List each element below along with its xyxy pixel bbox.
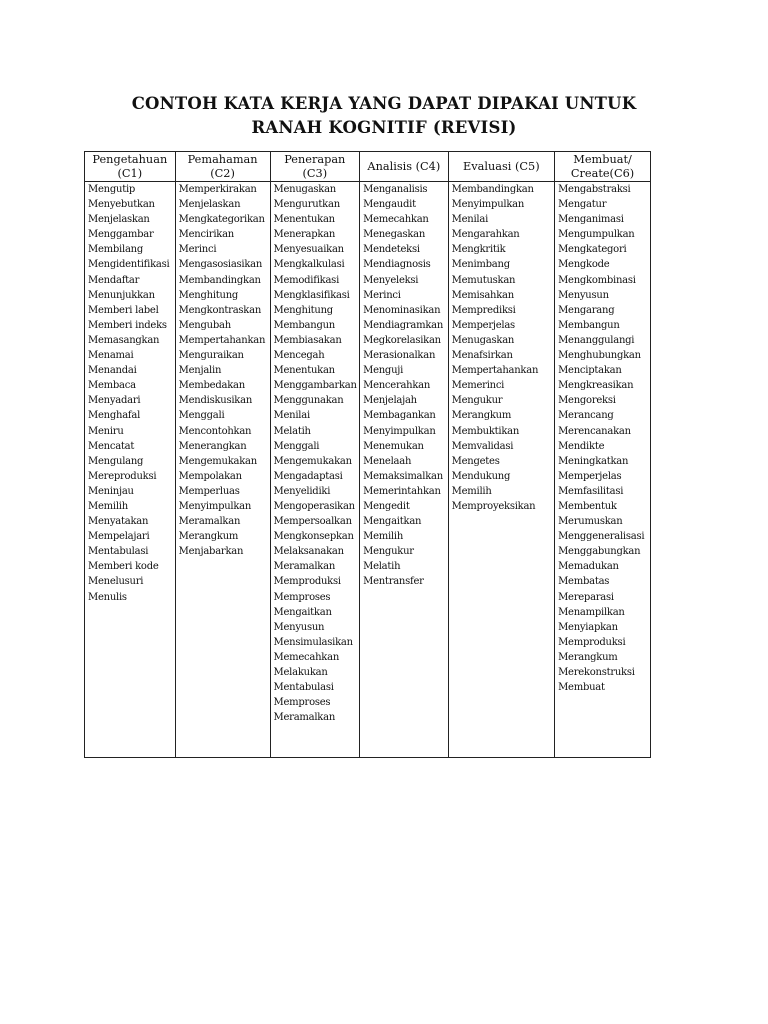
verb-item: Menegaskan (363, 229, 426, 241)
verb-item: Mengadaptasi (273, 470, 343, 482)
verb-item: Mencegah (273, 350, 325, 362)
verb-item: Merinci (178, 244, 217, 256)
verb-item: Menominasikan (363, 304, 441, 316)
verb-item: Menentukan (273, 365, 335, 377)
verb-item: Menugaskan (273, 184, 336, 195)
verb-item: Mengoreksi (558, 395, 616, 407)
verb-item: Menggali (273, 440, 320, 452)
column-header-line: (C3) (302, 166, 328, 180)
column-header-c2 (175, 152, 270, 182)
verb-item: Mengutip (88, 184, 136, 195)
verb-item: Menjelajah (363, 395, 417, 407)
verb-item: Merangkum (451, 410, 512, 422)
verb-item: Membaca (88, 380, 136, 392)
verb-item: Memberi label (88, 304, 159, 316)
verb-item: Menghubungkan (558, 350, 641, 362)
verb-item: Megkorelasikan (363, 334, 441, 346)
column-header-c4 (360, 152, 449, 182)
verb-item: Mengkode (558, 259, 610, 271)
verb-item: Mengkategori (558, 244, 627, 256)
verb-item: Memecahkan (363, 214, 429, 226)
verb-item: Mentabulasi (273, 682, 334, 694)
verb-item: Merencanakan (558, 425, 631, 437)
verb-item: Mengulang (88, 455, 144, 467)
verb-item: Membuat (558, 682, 605, 694)
column-header-line: Create(C6) (570, 166, 635, 180)
verb-item: Menafsirkan (451, 350, 513, 362)
verb-item: Membilang (88, 244, 143, 256)
column-cell-c2 (175, 182, 270, 758)
verb-item: Membagankan (363, 410, 436, 422)
verb-item: Mempertahankan (178, 334, 266, 346)
verb-item: Melatih (273, 425, 311, 437)
verb-item: Mengurutkan (273, 199, 340, 211)
verb-item: Menjelaskan (178, 199, 241, 211)
verb-item: Menggambarkan (273, 380, 357, 392)
verb-item: Menilai (451, 214, 489, 226)
verb-item: Menyimpulkan (178, 500, 252, 512)
verb-item: Mengkontraskan (178, 304, 262, 316)
verb-item: Memadukan (558, 561, 619, 573)
verb-item: Menemukan (363, 440, 424, 452)
verb-item: Menyebutkan (88, 199, 155, 211)
verb-item: Menjalin (178, 365, 222, 377)
verb-item: Merangkum (178, 531, 239, 543)
verb-item: Mengkombinasi (558, 274, 636, 286)
verb-item: Menyadari (88, 395, 141, 407)
verb-item: Mendukung (451, 470, 511, 482)
verb-item: Mendeteksi (363, 244, 420, 256)
verb-item: Memerintahkan (363, 485, 441, 497)
column-header-c3 (270, 152, 360, 182)
verb-item: Menyimpulkan (363, 425, 436, 437)
verb-item: Menggali (178, 410, 225, 422)
verb-item: Meniru (88, 425, 124, 437)
verb-item: Menentukan (273, 214, 335, 226)
verb-item: Menguraikan (178, 350, 244, 362)
verb-item: Mengabstraksi (558, 184, 631, 195)
verb-item: Mereproduksi (88, 470, 157, 482)
verb-item: Meramalkan (178, 516, 241, 528)
verb-item: Menandai (88, 365, 137, 377)
verb-item: Mendaftar (88, 274, 140, 286)
verb-item: Menyiapkan (558, 621, 618, 633)
verb-item: Mengemukakan (273, 455, 352, 467)
verb-item: Membiasakan (273, 334, 342, 346)
verb-item: Menghafal (88, 410, 141, 422)
verb-item: Membatas (558, 576, 610, 588)
verb-item: Memecahkan (273, 651, 340, 663)
verb-item: Mendiskusikan (178, 395, 253, 407)
verb-item: Menyelidiki (273, 485, 331, 497)
verb-item: Memperkirakan (178, 184, 257, 195)
verb-item: Memberi indeks (88, 319, 167, 331)
verb-item: Membentuk (558, 500, 617, 512)
column-header-line: Evaluasi (C5) (463, 159, 540, 173)
title-line-1: CONTOH KATA KERJA YANG DAPAT DIPAKAI UNTUK (131, 94, 637, 113)
verb-item: Mendiagnosis (363, 259, 431, 271)
verb-item: Menyimpulkan (451, 199, 525, 211)
verb-item: Memprediksi (451, 304, 516, 316)
title-line-2: RANAH KOGNITIF (REVISI) (251, 118, 517, 137)
verb-item: Mengkalkulasi (273, 259, 345, 271)
verb-item: Menggunakan (273, 395, 344, 407)
verb-item: Mensimulasikan (273, 636, 353, 648)
verb-item: Menjabarkan (178, 546, 244, 558)
verb-item: Mengklasifikasi (273, 289, 350, 301)
verb-item: Memperluas (178, 485, 240, 497)
verb-item: Mengkreasikan (558, 380, 634, 392)
column-cell-c4 (360, 182, 449, 758)
column-cell-c5 (448, 182, 554, 758)
column-header-line: Pengetahuan (92, 152, 168, 166)
verb-item: Menggabungkan (558, 546, 641, 558)
verb-item: Mengaitkan (273, 606, 332, 618)
verb-item: Mengetes (451, 455, 500, 467)
verb-item: Mereparasi (558, 591, 614, 603)
verb-item: Mempolakan (178, 470, 242, 482)
column-header-line: (C1) (117, 166, 143, 180)
verb-item: Menciptakan (558, 365, 622, 377)
verb-item: Menerangkan (178, 440, 247, 452)
verb-item: Membangun (558, 319, 620, 331)
verb-item: Mengubah (178, 319, 231, 331)
verb-item: Memaksimalkan (363, 470, 443, 482)
verb-item: Mengkategorikan (178, 214, 265, 226)
verb-item: Mencontohkan (178, 425, 252, 437)
verb-item: Menilai (273, 410, 310, 422)
verb-item: Mendiagramkan (363, 319, 444, 331)
verb-item: Memisahkan (451, 289, 514, 301)
verb-item: Mencerahkan (363, 380, 431, 392)
verb-item: Memilih (451, 485, 492, 497)
verb-item: Memberi kode (88, 561, 159, 573)
verb-item: Mengarahkan (451, 229, 520, 241)
verb-item: Memilih (88, 500, 128, 512)
verb-item: Memfasilitasi (558, 485, 624, 497)
verb-item: Menampilkan (558, 606, 625, 618)
verb-item: Mengarang (558, 304, 615, 316)
verb-item: Menyusun (273, 621, 325, 633)
verb-item: Menganalisis (363, 184, 428, 195)
verb-item: Menyusun (558, 289, 609, 301)
verb-item: Menerapkan (273, 229, 336, 241)
verb-item: Menunjukkan (88, 289, 155, 301)
column-header-line: (C2) (210, 166, 235, 180)
verb-item: Merancang (558, 410, 614, 422)
verb-item: Menanggulangi (558, 334, 635, 346)
column-header-c1 (85, 152, 176, 182)
verb-item: Merangkum (558, 651, 618, 663)
verb-item: Mengidentifikasi (88, 259, 170, 271)
verb-item: Meninjau (88, 485, 134, 497)
verb-item: Mentabulasi (88, 546, 149, 558)
verb-item: Membangun (273, 319, 335, 331)
verb-item: Melatih (363, 561, 401, 573)
verb-item: Merasionalkan (363, 350, 436, 362)
verb-item: Membandingkan (178, 274, 261, 286)
verb-item: Mengemukakan (178, 455, 257, 467)
verb-item: Meningkatkan (558, 455, 629, 467)
verb-item: Menyeleksi (363, 274, 419, 286)
verb-item: Menulis (88, 591, 127, 603)
page-title (0, 92, 768, 140)
verb-item: Merinci (363, 289, 401, 301)
verb-item: Menghitung (178, 289, 239, 301)
verb-item: Merumuskan (558, 516, 623, 528)
verb-item: Memvalidasi (451, 440, 514, 452)
verb-item: Menghitung (273, 304, 333, 316)
column-header-line: Pemahaman (187, 152, 258, 166)
verb-item: Mentransfer (363, 576, 424, 588)
verb-item: Mengkonsepkan (273, 531, 354, 543)
column-cell-c1 (85, 182, 176, 758)
verb-item: Memodifikasi (273, 274, 340, 286)
verb-item: Menimbang (451, 259, 510, 271)
verb-item: Menjelaskan (88, 214, 150, 226)
column-cell-c6 (555, 182, 651, 758)
table-row (85, 182, 651, 758)
verb-item: Mencatat (88, 440, 135, 452)
verb-item: Memproduksi (558, 636, 626, 648)
column-header-c5 (448, 152, 554, 182)
verb-item: Mendikte (558, 440, 605, 452)
verb-item: Menamai (88, 350, 134, 362)
verb-item: Memerinci (451, 380, 505, 392)
verb-item: Membedakan (178, 380, 245, 392)
verb-item: Memproses (273, 697, 331, 709)
column-cell-c3 (270, 182, 360, 758)
verb-item: Mengasosiasikan (178, 259, 263, 271)
verb-item: Memilih (363, 531, 404, 543)
verb-item: Memperjelas (558, 470, 622, 482)
column-header-line: Penerapan (284, 152, 346, 166)
verb-item: Melaksanakan (273, 546, 344, 558)
column-header-c6 (555, 152, 651, 182)
verb-table (84, 151, 651, 758)
verb-item: Mempelajari (88, 531, 150, 543)
verb-item: Menyesuaikan (273, 244, 344, 256)
verb-item: Memproduksi (273, 576, 341, 588)
verb-item: Merekonstruksi (558, 667, 635, 678)
verb-item: Menelaah (363, 455, 412, 467)
verb-item: Memperjelas (451, 319, 515, 331)
verb-item: Mengkritik (451, 244, 506, 256)
verb-item: Mengaitkan (363, 516, 422, 528)
verb-item: Menggambar (88, 229, 154, 241)
verb-item: Memproses (273, 591, 331, 603)
verb-item: Mengukur (363, 546, 414, 558)
verb-item: Melakukan (273, 667, 328, 678)
verb-item: Menugaskan (451, 334, 515, 346)
verb-item: Mengoperasikan (273, 500, 355, 512)
verb-item: Mengumpulkan (558, 229, 635, 241)
verb-item: Mengatur (558, 199, 607, 211)
verb-item: Membuktikan (451, 425, 520, 437)
verb-item: Menguji (363, 365, 404, 377)
verb-item: Mengukur (451, 395, 503, 407)
verb-item: Mempertahankan (451, 365, 539, 377)
header-row (85, 152, 651, 182)
verb-item: Memproyeksikan (451, 500, 536, 512)
column-header-line: Analisis (C4) (367, 159, 441, 173)
verb-item: Membandingkan (451, 184, 534, 195)
verb-item: Menyatakan (88, 516, 149, 528)
verb-item: Mengedit (363, 500, 410, 512)
verb-item: Mempersoalkan (273, 516, 352, 528)
verb-item: Memutuskan (451, 274, 516, 286)
verb-item: Mencirikan (178, 229, 234, 241)
verb-item: Menelusuri (88, 576, 144, 588)
verb-item: Menganimasi (558, 214, 624, 226)
verb-item: Memasangkan (88, 334, 160, 346)
verb-item: Menggeneralisasi (558, 531, 645, 543)
column-header-line: Membuat/ (573, 152, 632, 166)
verb-item: Meramalkan (273, 712, 336, 724)
verb-item: Meramalkan (273, 561, 336, 573)
verb-item: Mengaudit (363, 199, 416, 211)
